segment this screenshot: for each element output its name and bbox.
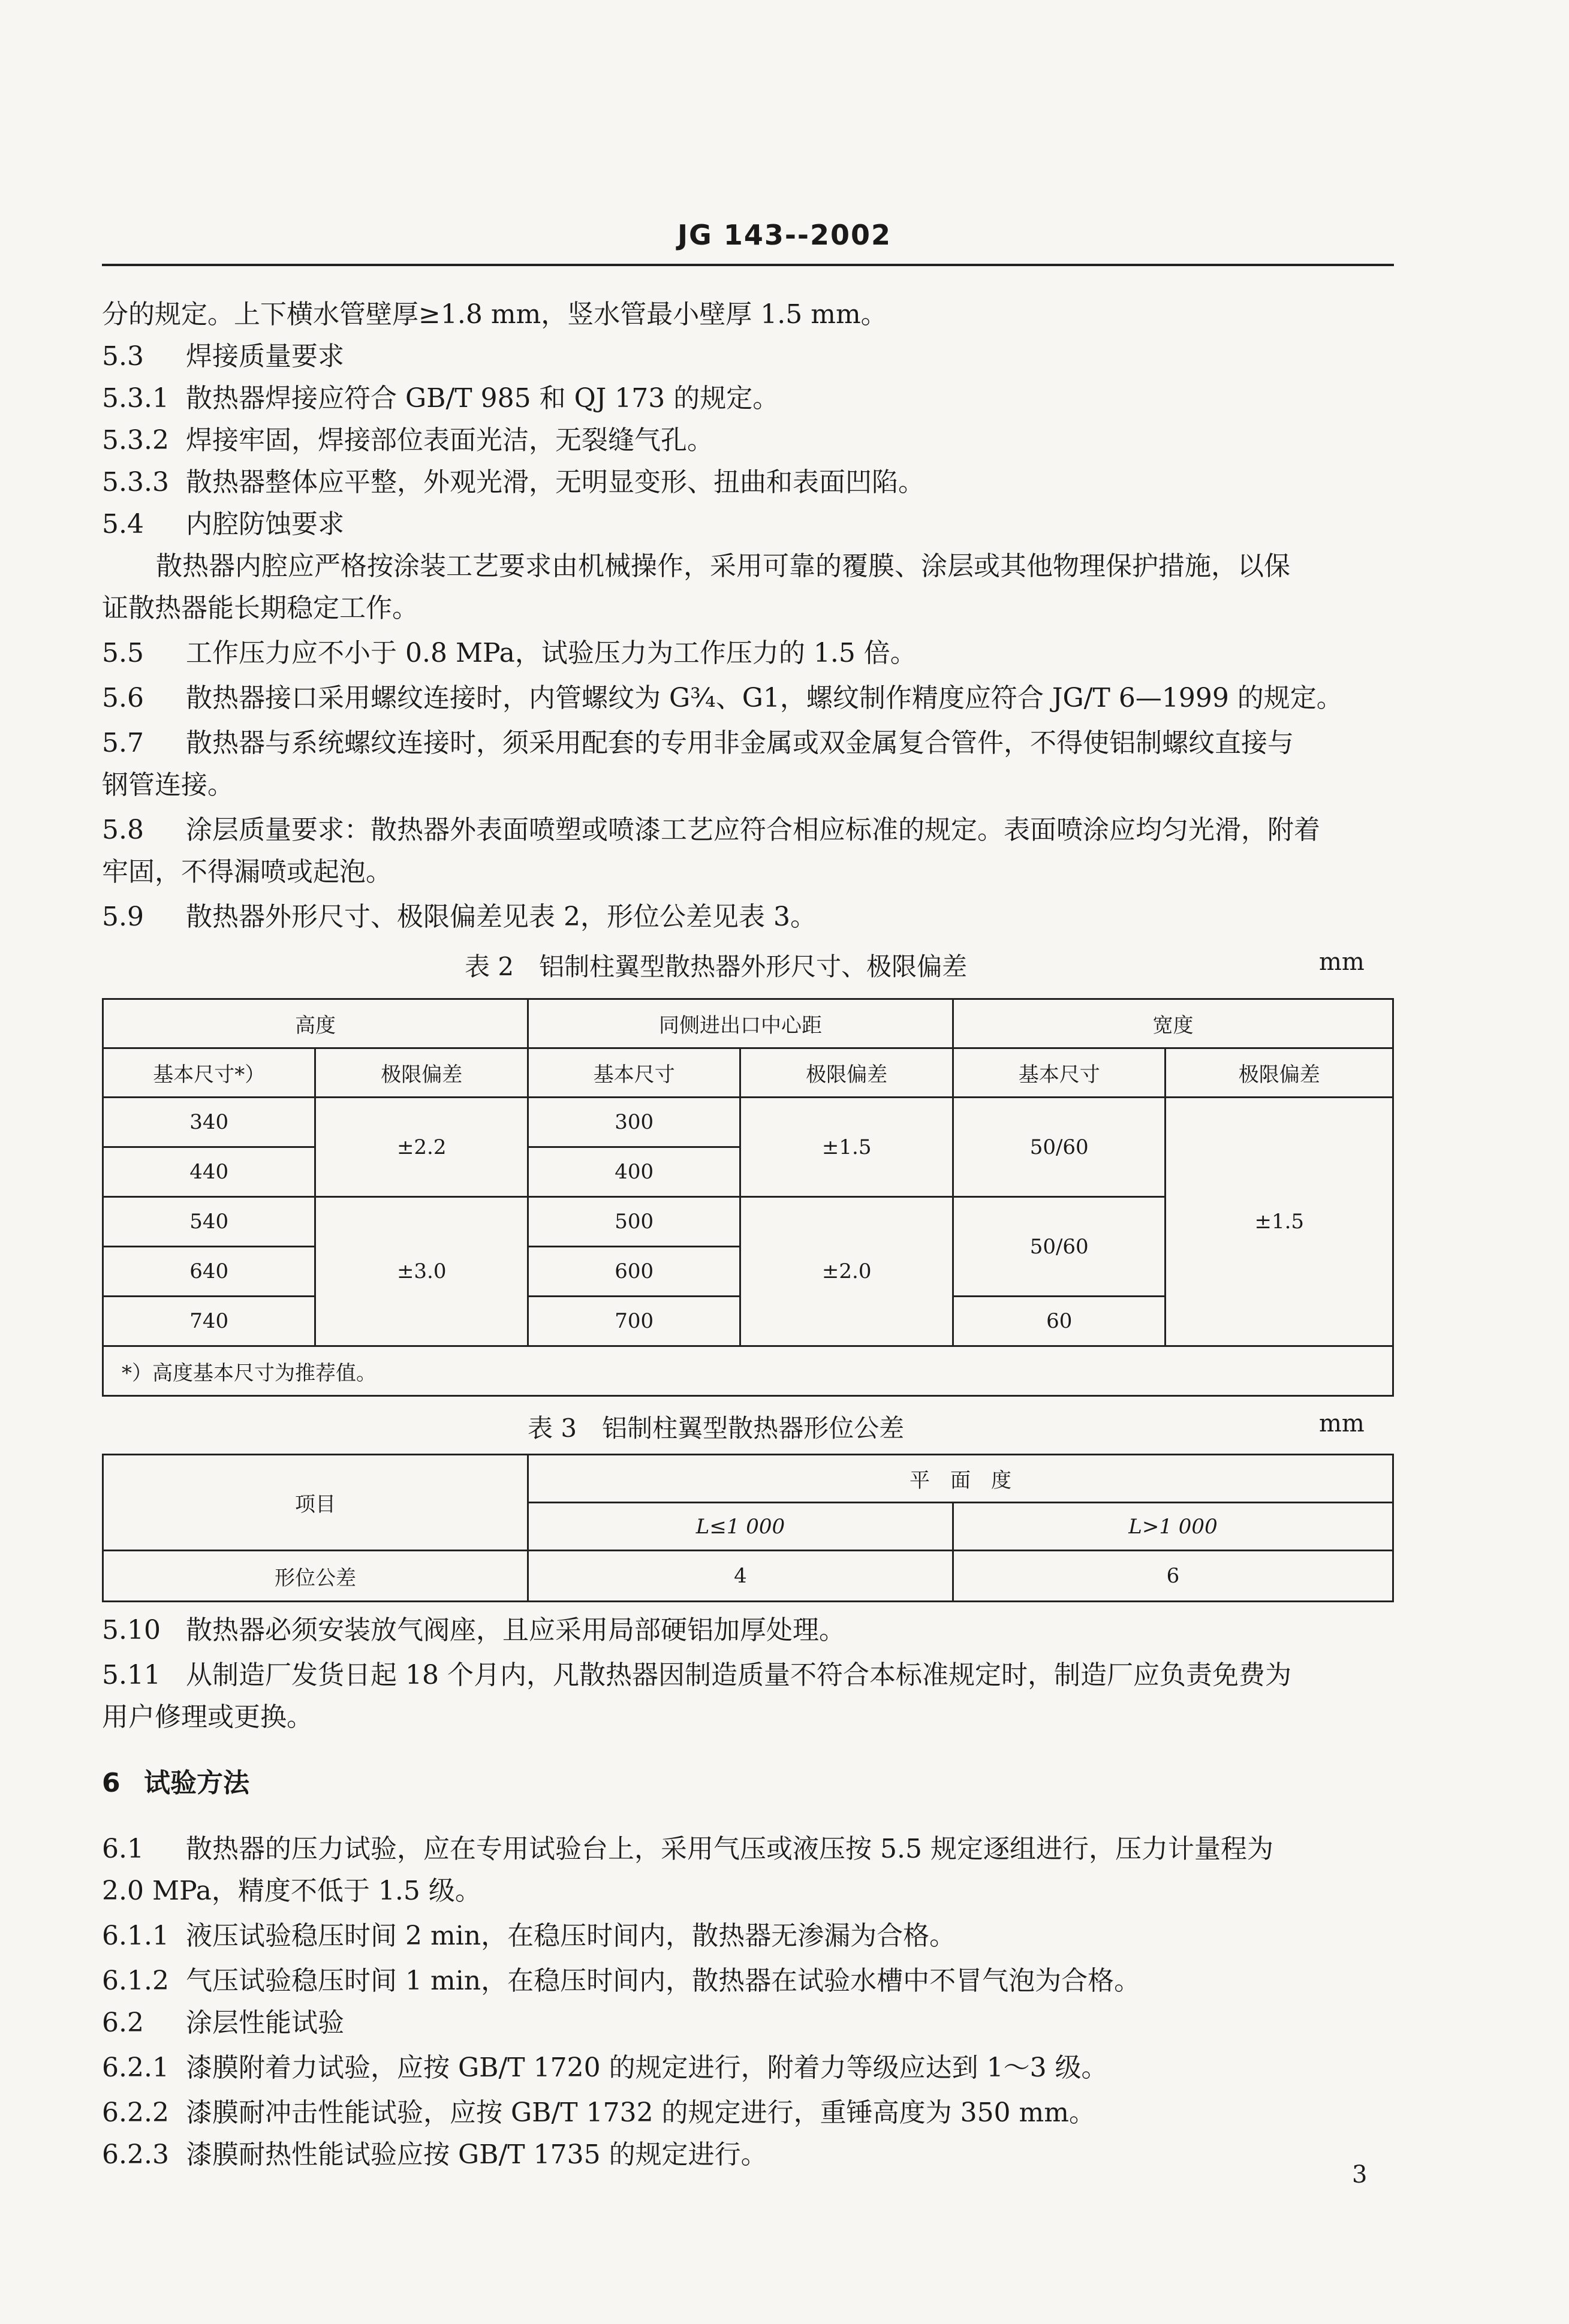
distance-value: 700 <box>528 1297 740 1346</box>
flatness-header: 平 面 度 <box>528 1455 1393 1503</box>
clause-5-5: 5.5 工作压力应不小于 0.8 MPa，试验压力为工作压力的 1.5 倍。 <box>102 638 917 668</box>
width-tolerance: ±1.5 <box>1166 1098 1393 1346</box>
paragraph-line: 钢管连接。 <box>102 770 234 800</box>
paragraph-line: 证散热器能长期稳定工作。 <box>102 593 418 623</box>
table2-caption: 表 2 铝制柱翼型散热器外形尺寸、极限偏差 <box>465 952 968 981</box>
header-width: 宽度 <box>953 999 1393 1048</box>
height-value: 540 <box>103 1197 315 1247</box>
table2-unit: mm <box>1319 948 1365 976</box>
distance-tolerance: ±2.0 <box>740 1197 953 1346</box>
section-6-title: 6 试验方法 <box>102 1768 249 1798</box>
clause-5-3-2: 5.3.2 焊接牢固，焊接部位表面光洁，无裂缝气孔。 <box>102 425 713 456</box>
distance-tolerance: ±1.5 <box>740 1098 953 1197</box>
paragraph-line: 分的规定。上下横水管壁厚≥1.8 mm，竖水管最小壁厚 1.5 mm。 <box>102 299 887 330</box>
header-rule <box>102 264 1394 266</box>
clause-5-9: 5.9 散热器外形尺寸、极限偏差见表 2，形位公差见表 3。 <box>102 902 817 932</box>
clause-6-2: 6.2 涂层性能试验 <box>102 2007 344 2038</box>
clause-5-3-3: 5.3.3 散热器整体应平整，外观光滑，无明显变形、扭曲和表面凹陷。 <box>102 467 924 498</box>
clause-5-3: 5.3 焊接质量要求 <box>102 341 344 372</box>
tolerance-value: 6 <box>953 1551 1393 1602</box>
subheader: 极限偏差 <box>1166 1048 1393 1098</box>
header-center-distance: 同侧进出口中心距 <box>528 999 953 1048</box>
clause-6-1: 6.1 散热器的压力试验，应在专用试验台上，采用气压或液压按 5.5 规定逐组进行，压力计量程为 <box>102 1834 1273 1864</box>
height-value: 340 <box>103 1098 315 1147</box>
subheader: 基本尺寸 <box>953 1048 1166 1098</box>
paragraph-line: 2.0 MPa，精度不低于 1.5 级。 <box>102 1876 481 1906</box>
clause-6-2-1: 6.2.1 漆膜附着力试验，应按 GB/T 1720 的规定进行，附着力等级应达到 1～3 级。 <box>102 2052 1108 2083</box>
width-value: 50/60 <box>953 1098 1166 1197</box>
clause-5-10: 5.10 散热器必须安装放气阀座，且应采用局部硬铝加厚处理。 <box>102 1615 845 1645</box>
subheader: 极限偏差 <box>740 1048 953 1098</box>
subheader: 基本尺寸*） <box>103 1048 315 1098</box>
clause-6-2-2: 6.2.2 漆膜耐冲击性能试验，应按 GB/T 1732 的规定进行，重锤高度为 350 mm。 <box>102 2097 1095 2128</box>
height-tolerance: ±3.0 <box>315 1197 528 1346</box>
height-tolerance: ±2.2 <box>315 1098 528 1197</box>
distance-value: 500 <box>528 1197 740 1247</box>
clause-6-1-2: 6.1.2 气压试验稳压时间 1 min，在稳压时间内，散热器在试验水槽中不冒气泡为合格。 <box>102 1966 1141 1996</box>
clause-5-7: 5.7 散热器与系统螺纹连接时，须采用配套的专用非金属或双金属复合管件，不得使铝制螺纹直接与 <box>102 728 1294 758</box>
clause-6-1-1: 6.1.1 液压试验稳压时间 2 min，在稳压时间内，散热器无渗漏为合格。 <box>102 1921 956 1951</box>
paragraph-line: 散热器内腔应严格按涂装工艺要求由机械操作，采用可靠的覆膜、涂层或其他物理保护措施，以保 <box>156 551 1290 581</box>
condition-le-1000: L≤1 000 <box>528 1503 953 1551</box>
paragraph-line: 用户修理或更换。 <box>102 1702 313 1732</box>
table2-footnote: *）高度基本尺寸为推荐值。 <box>103 1346 1393 1396</box>
width-value: 60 <box>953 1297 1166 1346</box>
height-value: 740 <box>103 1297 315 1346</box>
clause-5-4: 5.4 内腔防蚀要求 <box>102 509 344 539</box>
table3-unit: mm <box>1319 1410 1365 1437</box>
clause-6-2-3: 6.2.3 漆膜耐热性能试验应按 GB/T 1735 的规定进行。 <box>102 2139 767 2170</box>
distance-value: 600 <box>528 1247 740 1297</box>
header-height: 高度 <box>103 999 528 1048</box>
table3-caption: 表 3 铝制柱翼型散热器形位公差 <box>528 1413 905 1443</box>
table2 <box>102 998 1394 1397</box>
table3 <box>102 1454 1394 1602</box>
height-value: 640 <box>103 1247 315 1297</box>
page-number: 3 <box>1352 2161 1368 2189</box>
tolerance-value: 4 <box>528 1551 953 1602</box>
subheader: 基本尺寸 <box>528 1048 740 1098</box>
distance-value: 300 <box>528 1098 740 1147</box>
item-header: 项目 <box>103 1455 528 1551</box>
clause-5-8: 5.8 涂层质量要求：散热器外表面喷塑或喷漆工艺应符合相应标准的规定。表面喷涂应均匀光滑，附着 <box>102 815 1320 845</box>
height-value: 440 <box>103 1147 315 1197</box>
clause-5-3-1: 5.3.1 散热器焊接应符合 GB/T 985 和 QJ 173 的规定。 <box>102 383 779 414</box>
clause-5-6: 5.6 散热器接口采用螺纹连接时，内管螺纹为 G¾、G1，螺纹制作精度应符合 JG/T 6—1999 的规定。 <box>102 683 1343 713</box>
subheader: 极限偏差 <box>315 1048 528 1098</box>
row-label: 形位公差 <box>103 1551 528 1602</box>
paragraph-line: 牢固，不得漏喷或起泡。 <box>102 857 392 887</box>
condition-gt-1000: L>1 000 <box>953 1503 1393 1551</box>
clause-5-11: 5.11 从制造厂发货日起 18 个月内，凡散热器因制造质量不符合本标准规定时，制造厂应负责免费为 <box>102 1660 1291 1690</box>
width-value: 50/60 <box>953 1197 1166 1297</box>
distance-value: 400 <box>528 1147 740 1197</box>
standard-code: JG 143--2002 <box>677 219 892 251</box>
